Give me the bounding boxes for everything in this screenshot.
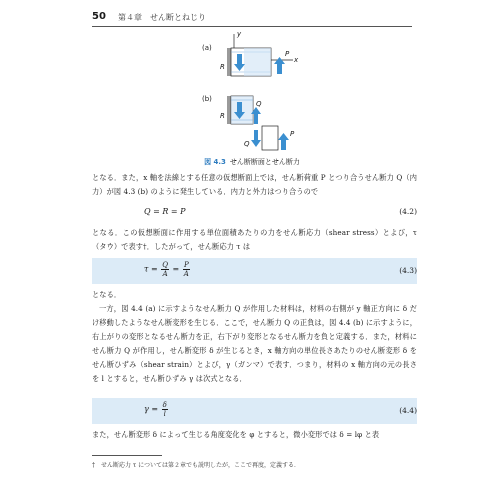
eq43-fraction-1: [161, 261, 169, 278]
eq44-num: δ: [162, 401, 167, 409]
eq43-f2-den: A: [183, 270, 189, 278]
eq43-f1-den: A: [162, 270, 168, 278]
page-number: 50: [92, 11, 106, 22]
load-label-a: P: [285, 50, 290, 58]
figure-caption: [92, 157, 412, 167]
equation-4-2-number: (4.2): [399, 207, 417, 216]
shear-label-b-up: Q: [256, 100, 262, 108]
equation-4-4-body: [144, 401, 169, 418]
paragraph-2: となる．この仮想断面に作用する単位面積あたりの力をせん断応力（shear stress）とよび，τ（タウ）で表す†．したがって，せん断応力 τ は: [92, 228, 417, 251]
paragraph-4: 一方，図 4.4 (a) に示すようなせん断力 Q が作用した材料は，材料の右側が y 軸正方向に δ だけ移動したようなせん断変形を生じる．ここで，せん断力 Q の正負は，図 4.4 (b) に示すように，右上がりの変形となるせん断力を正，右下がり変形となるせん断力を負と定義する．また，材料にせん断力 Q が作用し，せん断変形 δ が生じるとき，x 軸方向の単位長さあたりのせん断変形 δ をせん断ひずみ（shear strain）とよび，γ（ガンマ）で表す．つまり，材料の x 軸方向の元の長さを l とすると，せん断ひずみ γ は次式となる．: [92, 304, 417, 383]
wall-b: [227, 96, 231, 124]
axis-y-label: y: [237, 30, 242, 38]
equation-4-3: [92, 258, 417, 284]
eq44-den: l: [163, 410, 166, 418]
equation-4-4-number: (4.4): [399, 406, 417, 415]
shear-diagram: [190, 30, 320, 155]
shear-label-b-down: Q: [244, 140, 250, 148]
eq44-fraction: [162, 401, 168, 418]
eq43-equals: =: [172, 264, 180, 274]
figure-4-3: [190, 30, 320, 155]
paragraph-1: となる．また，x 軸を法線とする任意の仮想断面上では，せん断荷重 P とつり合うせん断力 Q（内力）が図 4.3 (b) のように発生している．内力と外力はつり合うので: [92, 173, 417, 196]
load-label-b: P: [290, 130, 295, 138]
eq43-f2-num: P: [183, 261, 189, 269]
eq44-lhs: γ =: [144, 404, 159, 414]
equation-4-2: [92, 203, 417, 223]
wall-a: [227, 48, 231, 76]
equation-4-4: [92, 398, 417, 424]
equation-4-3-number: (4.3): [399, 266, 417, 275]
equation-4-2-body: Q = R = P: [144, 207, 186, 216]
bar-b-right: [262, 126, 278, 150]
figure-label-a: (a): [202, 44, 212, 52]
reaction-label-b: R: [220, 112, 225, 120]
chapter-title: 第４章 せん断とねじり: [118, 13, 206, 22]
axis-x-label: x: [294, 56, 299, 64]
caption-number: 図 4.3: [204, 158, 226, 166]
load-arrow-a: [274, 57, 285, 74]
load-arrow-b: [278, 133, 289, 150]
footnote: † せん断応力 τ については第２章でも説明したが，ここで再度，定義する．: [92, 462, 301, 469]
reaction-label-a: R: [220, 63, 225, 71]
header-rule: [92, 26, 412, 27]
equation-4-3-body: [144, 261, 191, 278]
eq43-lhs: τ =: [144, 264, 158, 274]
eq43-f1-num: Q: [162, 261, 168, 269]
paragraph-3: となる．: [92, 290, 122, 299]
paragraph-5: また，せん断変形 δ によって生じる角度変化を φ とすると，微小変形では δ = lφ と表: [92, 430, 380, 439]
footnote-rule: [92, 455, 162, 456]
eq43-fraction-2: [183, 261, 190, 278]
figure-label-b: (b): [202, 95, 212, 103]
caption-text: せん断断面とせん断力: [229, 158, 300, 166]
shear-arrow-b-down: [251, 130, 261, 147]
